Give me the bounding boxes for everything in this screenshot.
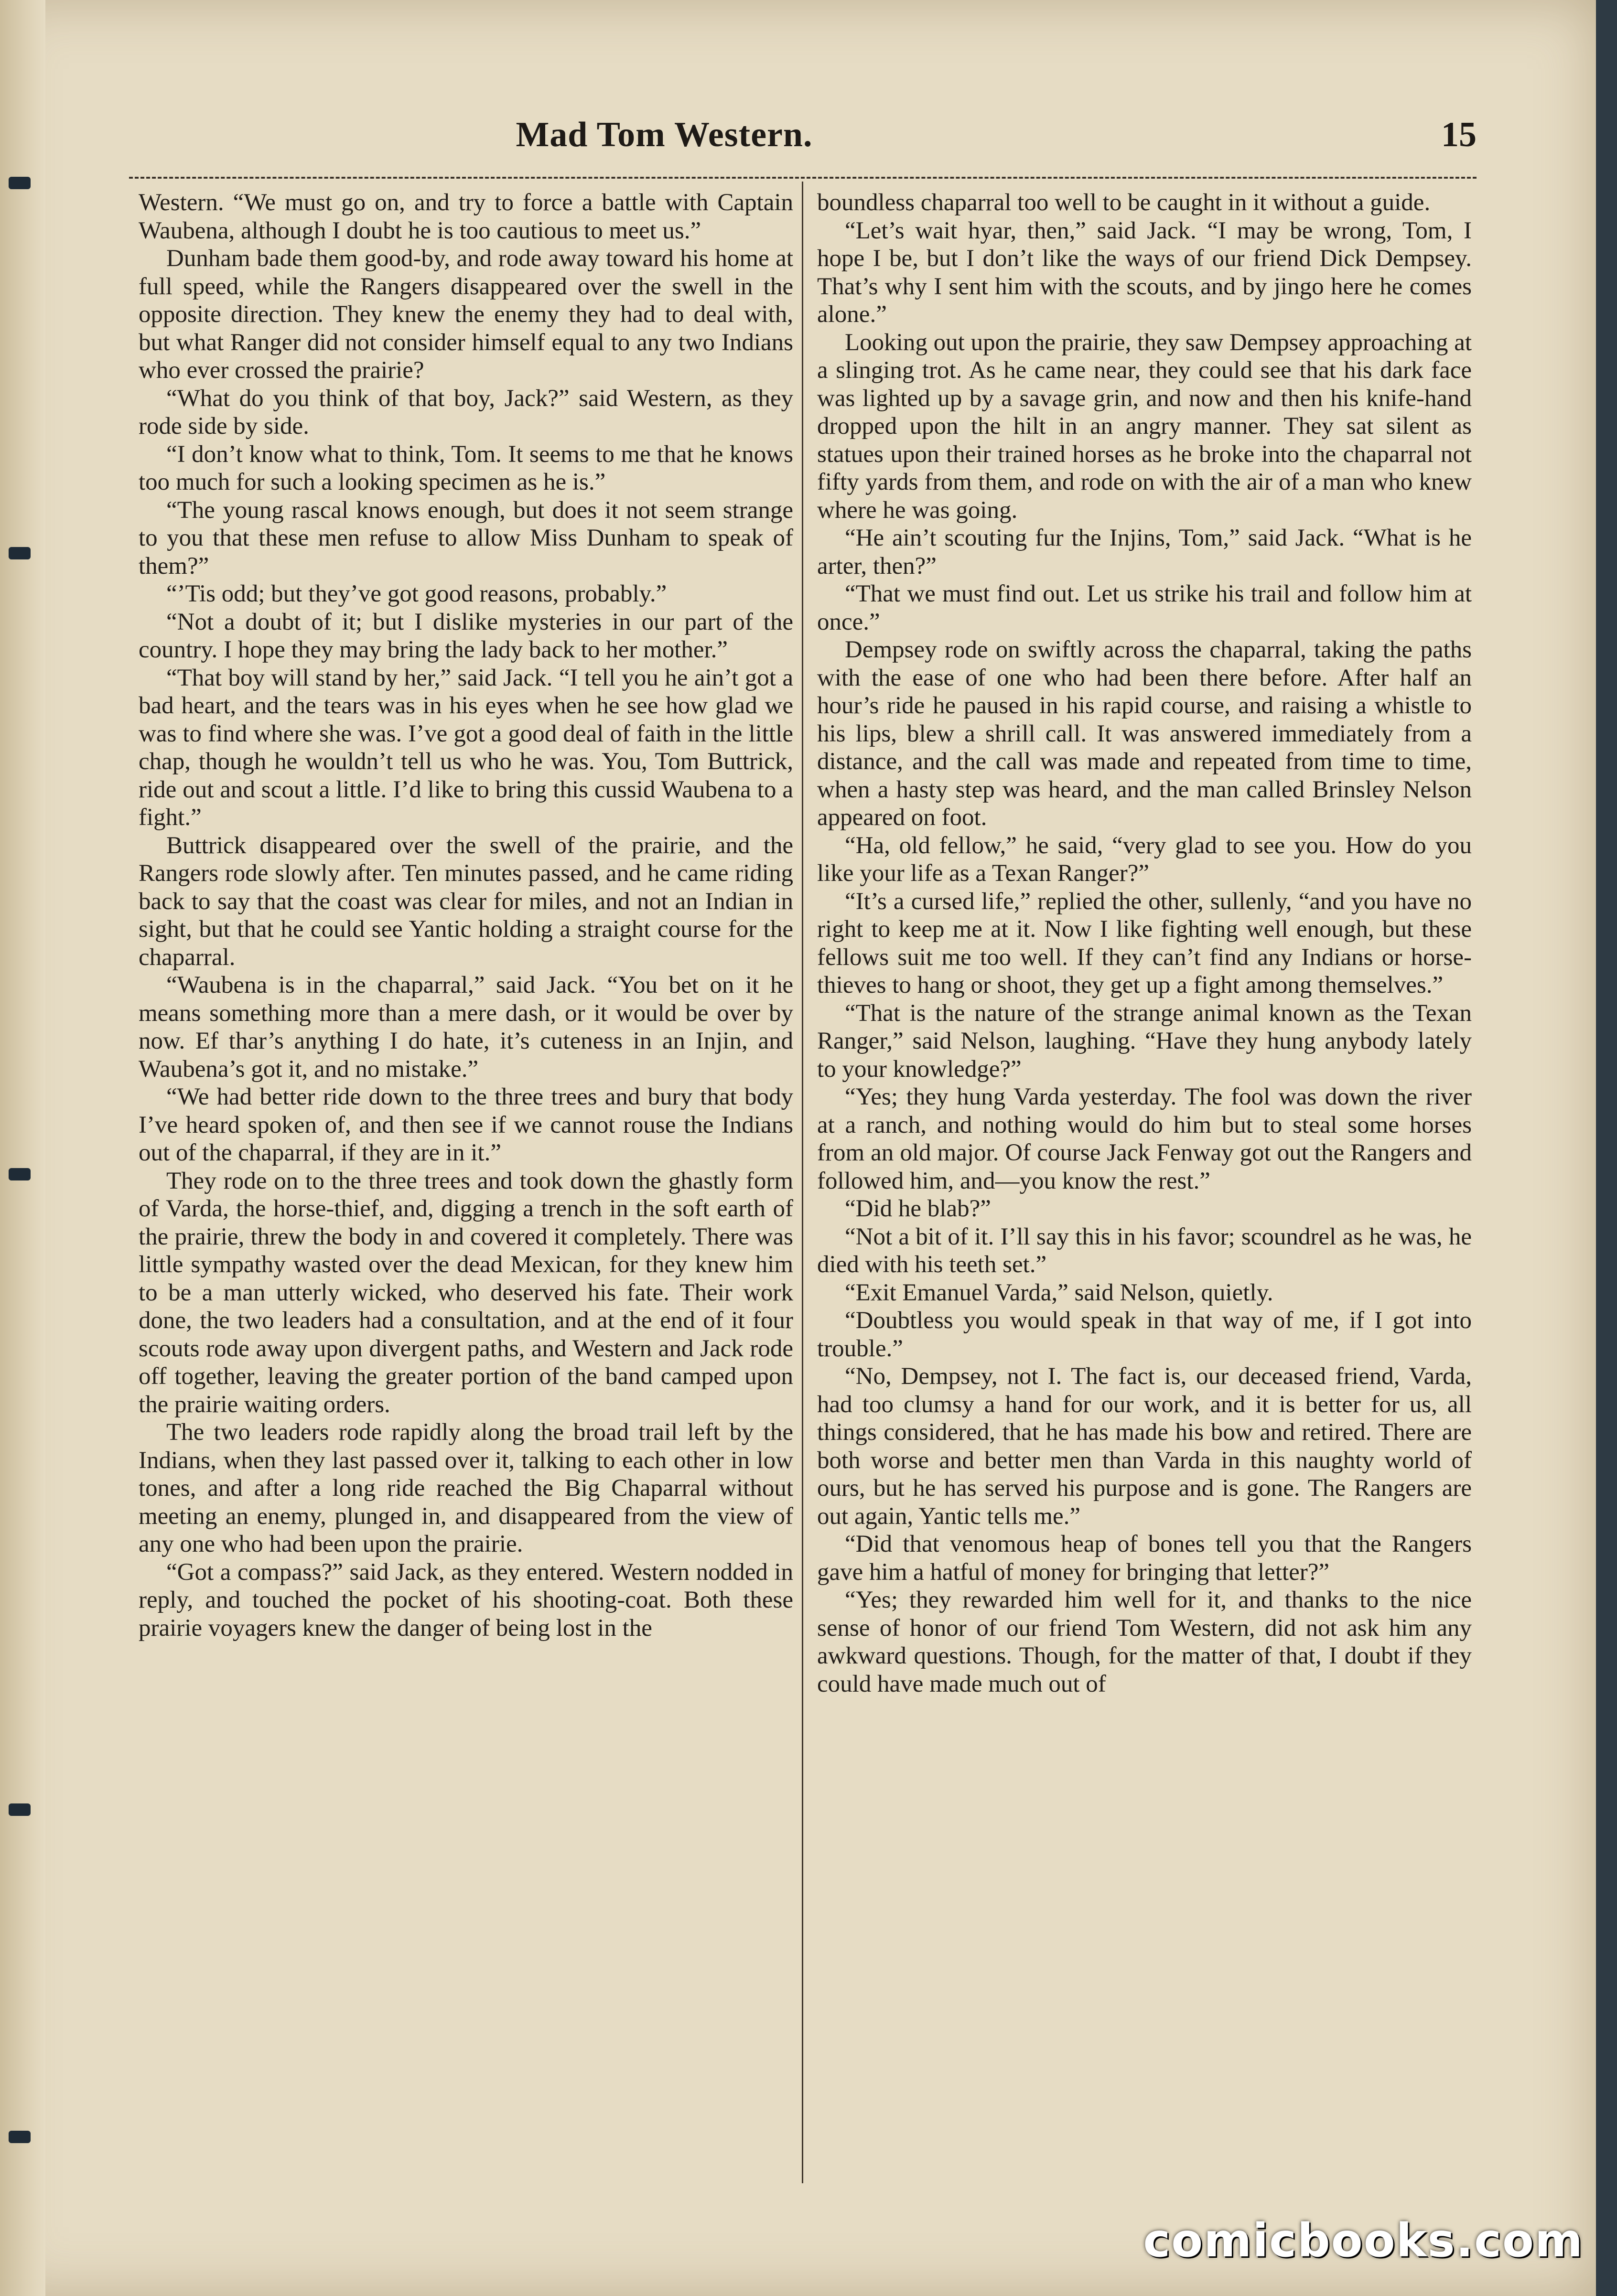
binding-stitch (9, 177, 31, 189)
paragraph: “Ha, old fellow,” he said, “very glad to see you. How do you like your life as a Texan Ranger?” (817, 832, 1472, 887)
paragraph: “’Tis odd; but they’ve got good reasons, probably.” (166, 580, 667, 607)
paragraph: Dunham bade them good-by, and rode away toward his home at full speed, while the Rangers disappeared over the swell in the opposite direction. They knew the enemy they had to deal with, but what Ranger did not consider himself equal to any two Indians who ever crossed the prairie? (139, 245, 793, 384)
binding-stitch (9, 2131, 31, 2143)
paragraph: They rode on to the three trees and took down the ghastly form of Varda, the horse-thief, and, digging a trench in the soft earth of the prairie, threw the body in and covered it completely. There was little sympathy wasted over the dead Mexican, for they knew him to be a man utterly wicked, who deserved his fate. Their work done, the two leaders had a consultation, and at the end of it four scouts rode away upon divergent paths, and Western and Jack rode off together, leaving the greater portion of the band camped upon the prairie waiting orders. (139, 1167, 793, 1418)
header-rule (129, 177, 1477, 179)
paragraph: “Not a doubt of it; but I dislike mysteries in our part of the country. I hope they may bring the lady back to her mother.” (139, 608, 793, 663)
paragraph: “Got a compass?” said Jack, as they entered. Western nodded in reply, and touched the pocket of his shooting-coat. Both these prairie voyagers knew the danger of being lost in the (139, 1558, 793, 1642)
paragraph: Looking out upon the prairie, they saw Dempsey approaching at a slinging trot. As he came near, they could see that his dark face was lighted up by a savage grin, and now and then his knife-hand dropped upon the hilt in an angry manner. They sat silent as statues upon their trained horses as he broke into the chaparral not fifty yards from them, and rode on with the air of a man who knew where he was going. (817, 329, 1472, 524)
binding-stitch (9, 1168, 31, 1180)
paragraph: “He ain’t scouting fur the Injins, Tom,” said Jack. “What is he arter, then?” (817, 525, 1472, 579)
paragraph: The two leaders rode rapidly along the broad trail left by the Indians, when they last passed over it, talking to each other in low tones, and after a long ride reached the Big Chaparral without meeting an enemy, plunged in, and disappeared from the view of any one who had been upon the prairie. (139, 1419, 793, 1557)
paragraph: “The young rascal knows enough, but does it not seem strange to you that these men refuse to allow Miss Dunham to speak of them?” (139, 496, 793, 579)
paragraph: “We had better ride down to the three trees and bury that body I’ve heard spoken of, and then see if we cannot rouse the Indians out of the chaparral, if they are in it.” (139, 1084, 793, 1166)
column-divider (802, 182, 803, 2183)
paragraph: Dempsey rode on swiftly across the chaparral, taking the paths with the ease of one who had been there before. After half an hour’s ride he paused in his rapid course, and raising a whistle to his lips, blew a shrill call. It was answered immediately from a distance, and the call was made and repeated from time to time, when a hasty step was heard, and the man called Brinsley Nelson appeared on foot. (817, 636, 1472, 831)
binding-stitch (9, 547, 31, 559)
paragraph: “What do you think of that boy, Jack?” said Western, as they rode side by side. (139, 385, 793, 440)
paragraph: “Let’s wait hyar, then,” said Jack. “I may be wrong, Tom, I hope I be, but I don’t like the ways of our friend Dick Dempsey. That’s why I sent him with the scouts, and by jingo here he comes alone.” (817, 217, 1472, 328)
page-binding (0, 0, 45, 2296)
paragraph: “No, Dempsey, not I. The fact is, our deceased friend, Varda, had too clumsy a hand for our work, and it is better for us, all things considered, that he has made his bow and retired. There are both worse and better men than Varda in this naughty world of ours, but he has served his purpose and is gone. The Rangers are out again, Yantic tells me.” (817, 1363, 1472, 1530)
page-number: 15 (1441, 115, 1477, 154)
paragraph: “Exit Emanuel Varda,” said Nelson, quietly. (845, 1279, 1273, 1306)
left-column (139, 189, 793, 1642)
paragraph: “Did he blab?” (845, 1195, 991, 1222)
paragraph: Western. “We must go on, and try to force a battle with Captain Waubena, although I doubt he is too cautious to meet us.” (139, 189, 793, 244)
paragraph: “Did that venomous heap of bones tell you that the Rangers gave him a hatful of money for bringing that letter?” (817, 1531, 1472, 1586)
paragraph: “Not a bit of it. I’ll say this in his favor; scoundrel as he was, he died with his teeth set.” (817, 1223, 1472, 1278)
binding-stitch (9, 1803, 31, 1816)
paragraph: “That is the nature of the strange animal known as the Texan Ranger,” said Nelson, laughing. “Have they hung anybody lately to your knowledge?” (817, 999, 1472, 1083)
page-title: Mad Tom Western. (516, 115, 813, 154)
paragraph: “I don’t know what to think, Tom. It seems to me that he knows too much for such a looking specimen as he is.” (139, 440, 793, 495)
paragraph: “Doubtless you would speak in that way of me, if I got into trouble.” (817, 1307, 1472, 1362)
paragraph: “It’s a cursed life,” replied the other, sullenly, “and you have no right to keep me at it. Now I like fighting well enough, but these fellows suit me too well. If they can’t find any Indians or horse-thieves to hang or shoot, they get up a fight among themselves.” (817, 888, 1472, 998)
running-header (139, 115, 1477, 167)
paragraph: “Yes; they hung Varda yesterday. The fool was down the river at a ranch, and nothing would do him but to steal some horses from an old major. Of course Jack Fenway got out the Rangers and followed him, and—you know the rest.” (817, 1084, 1472, 1194)
right-column (817, 189, 1472, 1698)
site-watermark: comicbooks.com (1143, 2214, 1584, 2267)
paragraph: “That boy will stand by her,” said Jack. “I tell you he ain’t got a bad heart, and the tears was in his eyes when he see how glad we was to find where she was. I’ve got a good deal of faith in the little chap, though he wouldn’t tell us who he was. You, Tom Buttrick, ride out and scout a little. I’d like to bring this cussid Waubena to a fight.” (139, 664, 793, 831)
paragraph: boundless chaparral too well to be caught in it without a guide. (817, 189, 1431, 216)
paragraph: “Waubena is in the chaparral,” said Jack. “You bet on it he means something more than a mere dash, or it would be over by now. Ef thar’s anything I do hate, it’s cuteness in an Injin, and Waubena’s got it, and no mistake.” (139, 972, 793, 1083)
paragraph: “That we must find out. Let us strike his trail and follow him at once.” (817, 580, 1472, 635)
paragraph: “Yes; they rewarded him well for it, and thanks to the nice sense of honor of our friend Tom Western, did not ask him any awkward questions. Though, for the matter of that, I doubt if they could have made much out of (817, 1587, 1472, 1697)
paragraph: Buttrick disappeared over the swell of the prairie, and the Rangers rode slowly after. Ten minutes passed, and he came riding back to say that the coast was clear for miles, and not an Indian in sight, but that he could see Yantic holding a straight course for the chaparral. (139, 832, 793, 971)
